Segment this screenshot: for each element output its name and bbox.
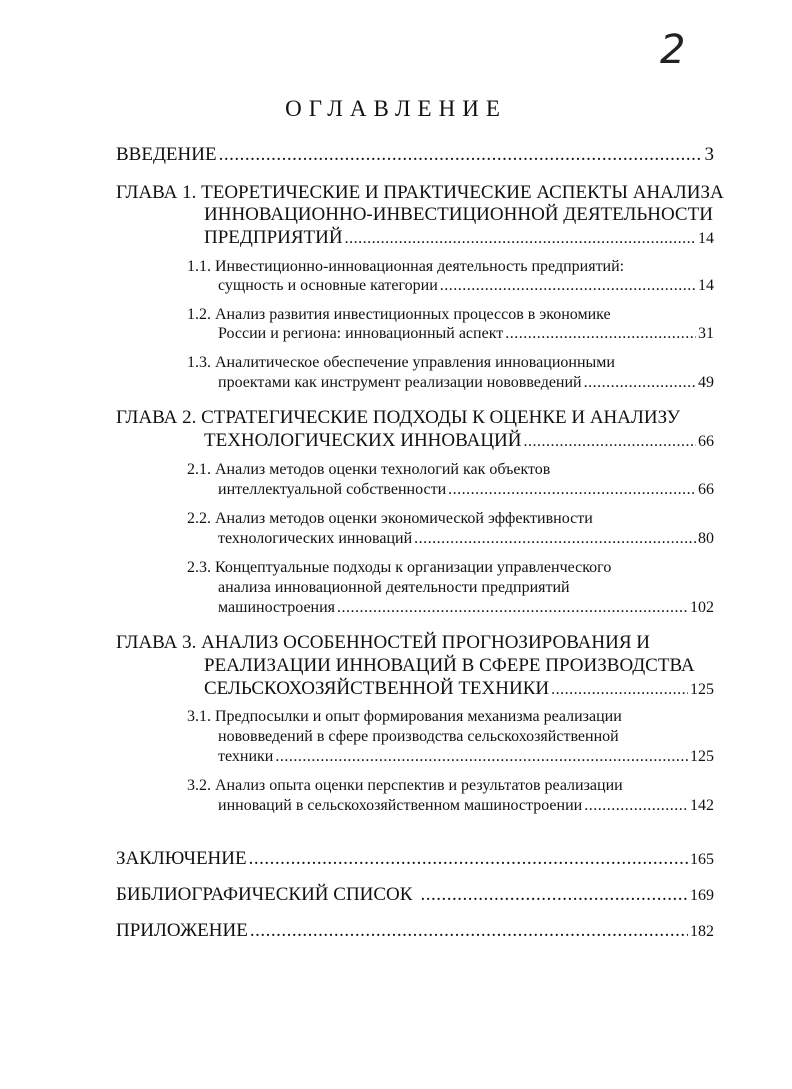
toc-page-number: 80 <box>698 530 714 547</box>
toc-chapter-3-line1[interactable] <box>116 633 650 653</box>
toc-chapter-3-line2[interactable] <box>204 656 695 676</box>
dot-leader <box>523 432 696 452</box>
toc-entry-label: нововведений в сфере производства сельскохозяйственной <box>218 728 619 745</box>
dot-leader <box>584 373 696 393</box>
toc-section-2-3-line3[interactable] <box>218 598 714 618</box>
toc-entry-label: техники <box>218 748 274 765</box>
toc-section-1-3-line2[interactable] <box>218 373 714 393</box>
toc-section-2-3-line2[interactable] <box>218 578 570 598</box>
toc-entry-bibliography[interactable] <box>116 885 714 906</box>
toc-entry-label: ПРИЛОЖЕНИЕ <box>116 920 248 941</box>
toc-entry-label: анализа инновационной деятельности предприятий <box>218 579 570 596</box>
dot-leader <box>345 229 696 249</box>
toc-entry-label: машиностроения <box>218 599 336 616</box>
toc-section-2-1-line2[interactable] <box>218 480 714 500</box>
toc-page-number: 31 <box>698 325 714 342</box>
dot-leader <box>448 480 696 500</box>
toc-entry-label: сущность и основные категории <box>218 277 438 294</box>
toc-entry-label: 3.1. Предпосылки и опыт формирования механизма реализации <box>187 708 622 725</box>
page-title: ОГЛАВЛЕНИЕ <box>285 96 507 121</box>
toc-entry-conclusion[interactable] <box>116 849 714 870</box>
toc-page-number: 125 <box>690 748 714 765</box>
toc-entry-label: ГЛАВА 3. АНАЛИЗ ОСОБЕННОСТЕЙ ПРОГНОЗИРОВАНИЯ И <box>116 632 650 653</box>
toc-entry-label: инноваций в сельскохозяйственном машиностроении <box>218 797 583 814</box>
toc-page-number: 102 <box>690 599 714 616</box>
toc-page-number: 165 <box>690 851 714 868</box>
toc-chapter-1-line3[interactable] <box>204 228 714 249</box>
toc-entry-label: 1.2. Анализ развития инвестиционных процессов в экономике <box>187 306 611 323</box>
toc-entry-label: 1.3. Аналитическое обеспечение управления инновационными <box>187 354 615 371</box>
toc-section-3-1-line1[interactable] <box>187 707 622 727</box>
toc-entry-label: ЗАКЛЮЧЕНИЕ <box>116 848 247 869</box>
toc-entry-label: РЕАЛИЗАЦИИ ИННОВАЦИЙ В СФЕРЕ ПРОИЗВОДСТВА <box>204 655 695 676</box>
toc-section-1-2-line1[interactable] <box>187 305 611 325</box>
toc-section-1-2-line2[interactable] <box>218 324 714 344</box>
toc-section-3-1-line3[interactable] <box>218 747 714 767</box>
toc-entry-label: ПРЕДПРИЯТИЙ <box>204 227 343 248</box>
toc-entry-label: интеллектуальной собственности <box>218 481 447 498</box>
toc-chapter-3-line3[interactable] <box>204 679 714 700</box>
toc-entry-appendix[interactable] <box>116 921 714 942</box>
toc-section-2-2-line1[interactable] <box>187 509 593 529</box>
toc-entry-label: 2.1. Анализ методов оценки технологий как объектов <box>187 461 551 478</box>
toc-page-number: 66 <box>698 433 714 450</box>
toc-section-1-1-line1[interactable] <box>187 257 624 277</box>
toc-chapter-2-line2[interactable] <box>204 431 714 452</box>
toc-entry-label: СЕЛЬСКОХОЗЯЙСТВЕННОЙ ТЕХНИКИ <box>204 678 550 699</box>
toc-section-3-2-line2[interactable] <box>218 796 714 816</box>
toc-page-number: 14 <box>698 230 714 247</box>
toc-section-2-2-line2[interactable] <box>218 529 714 549</box>
dot-leader <box>249 849 688 869</box>
dot-leader <box>219 145 703 165</box>
dot-leader <box>584 796 688 816</box>
toc-page-number: 14 <box>698 277 714 294</box>
toc-entry-label: 2.3. Концептуальные подходы к организации управленческого <box>187 559 612 576</box>
toc-page-number: 3 <box>704 144 714 165</box>
toc-page-number: 169 <box>690 887 714 904</box>
toc-entry-label: ГЛАВА 1. ТЕОРЕТИЧЕСКИЕ И ПРАКТИЧЕСКИЕ АСПЕКТЫ АНАЛИЗА <box>116 182 724 203</box>
dot-leader <box>420 885 688 905</box>
toc-page-number: 182 <box>690 923 714 940</box>
toc-entry-label: ВВЕДЕНИЕ <box>116 144 217 165</box>
toc-entry-label: БИБЛИОГРАФИЧЕСКИЙ СПИСОК <box>116 884 413 905</box>
toc-entry-label: ИННОВАЦИОННО-ИНВЕСТИЦИОННОЙ ДЕЯТЕЛЬНОСТИ <box>204 204 713 225</box>
toc-section-3-2-line1[interactable] <box>187 776 623 796</box>
toc-chapter-2-line1[interactable] <box>116 408 680 428</box>
toc-entry-label: технологических инноваций <box>218 530 413 547</box>
toc-page-number: 142 <box>690 797 714 814</box>
toc-section-1-1-line2[interactable] <box>218 276 714 296</box>
dot-leader <box>551 680 688 700</box>
toc-entry-intro[interactable] <box>116 145 714 165</box>
toc-section-3-1-line2[interactable] <box>218 727 619 747</box>
toc-chapter-1-line2[interactable] <box>204 205 713 225</box>
dot-leader <box>505 324 696 344</box>
toc-section-2-3-line1[interactable] <box>187 558 611 578</box>
dot-leader <box>250 921 688 941</box>
toc-entry-label: 3.2. Анализ опыта оценки перспектив и результатов реализации <box>187 777 623 794</box>
toc-entry-label: 1.1. Инвестиционно-инновационная деятельность предприятий: <box>187 258 625 275</box>
dot-leader <box>414 529 696 549</box>
handwritten-page-number: 2 <box>660 27 686 73</box>
toc-page-number: 125 <box>690 681 714 698</box>
toc-entry-label: проектами как инструмент реализации нововведений <box>218 374 582 391</box>
toc-entry-label: ТЕХНОЛОГИЧЕСКИХ ИННОВАЦИЙ <box>204 430 522 451</box>
toc-section-1-3-line1[interactable] <box>187 353 615 373</box>
dot-leader <box>275 747 688 767</box>
dot-leader <box>440 276 696 296</box>
toc-chapter-1-line1[interactable] <box>116 183 724 203</box>
toc-entry-label: ГЛАВА 2. СТРАТЕГИЧЕСКИЕ ПОДХОДЫ К ОЦЕНКЕ И АНАЛИЗУ <box>116 407 681 428</box>
toc-entry-label: 2.2. Анализ методов оценки экономической эффективности <box>187 510 593 527</box>
toc-page-number: 66 <box>698 481 714 498</box>
toc-section-2-1-line1[interactable] <box>187 460 550 480</box>
dot-leader <box>337 598 688 618</box>
toc-page-number: 49 <box>698 374 714 391</box>
toc-entry-label: России и региона: инновационный аспект <box>218 325 504 342</box>
